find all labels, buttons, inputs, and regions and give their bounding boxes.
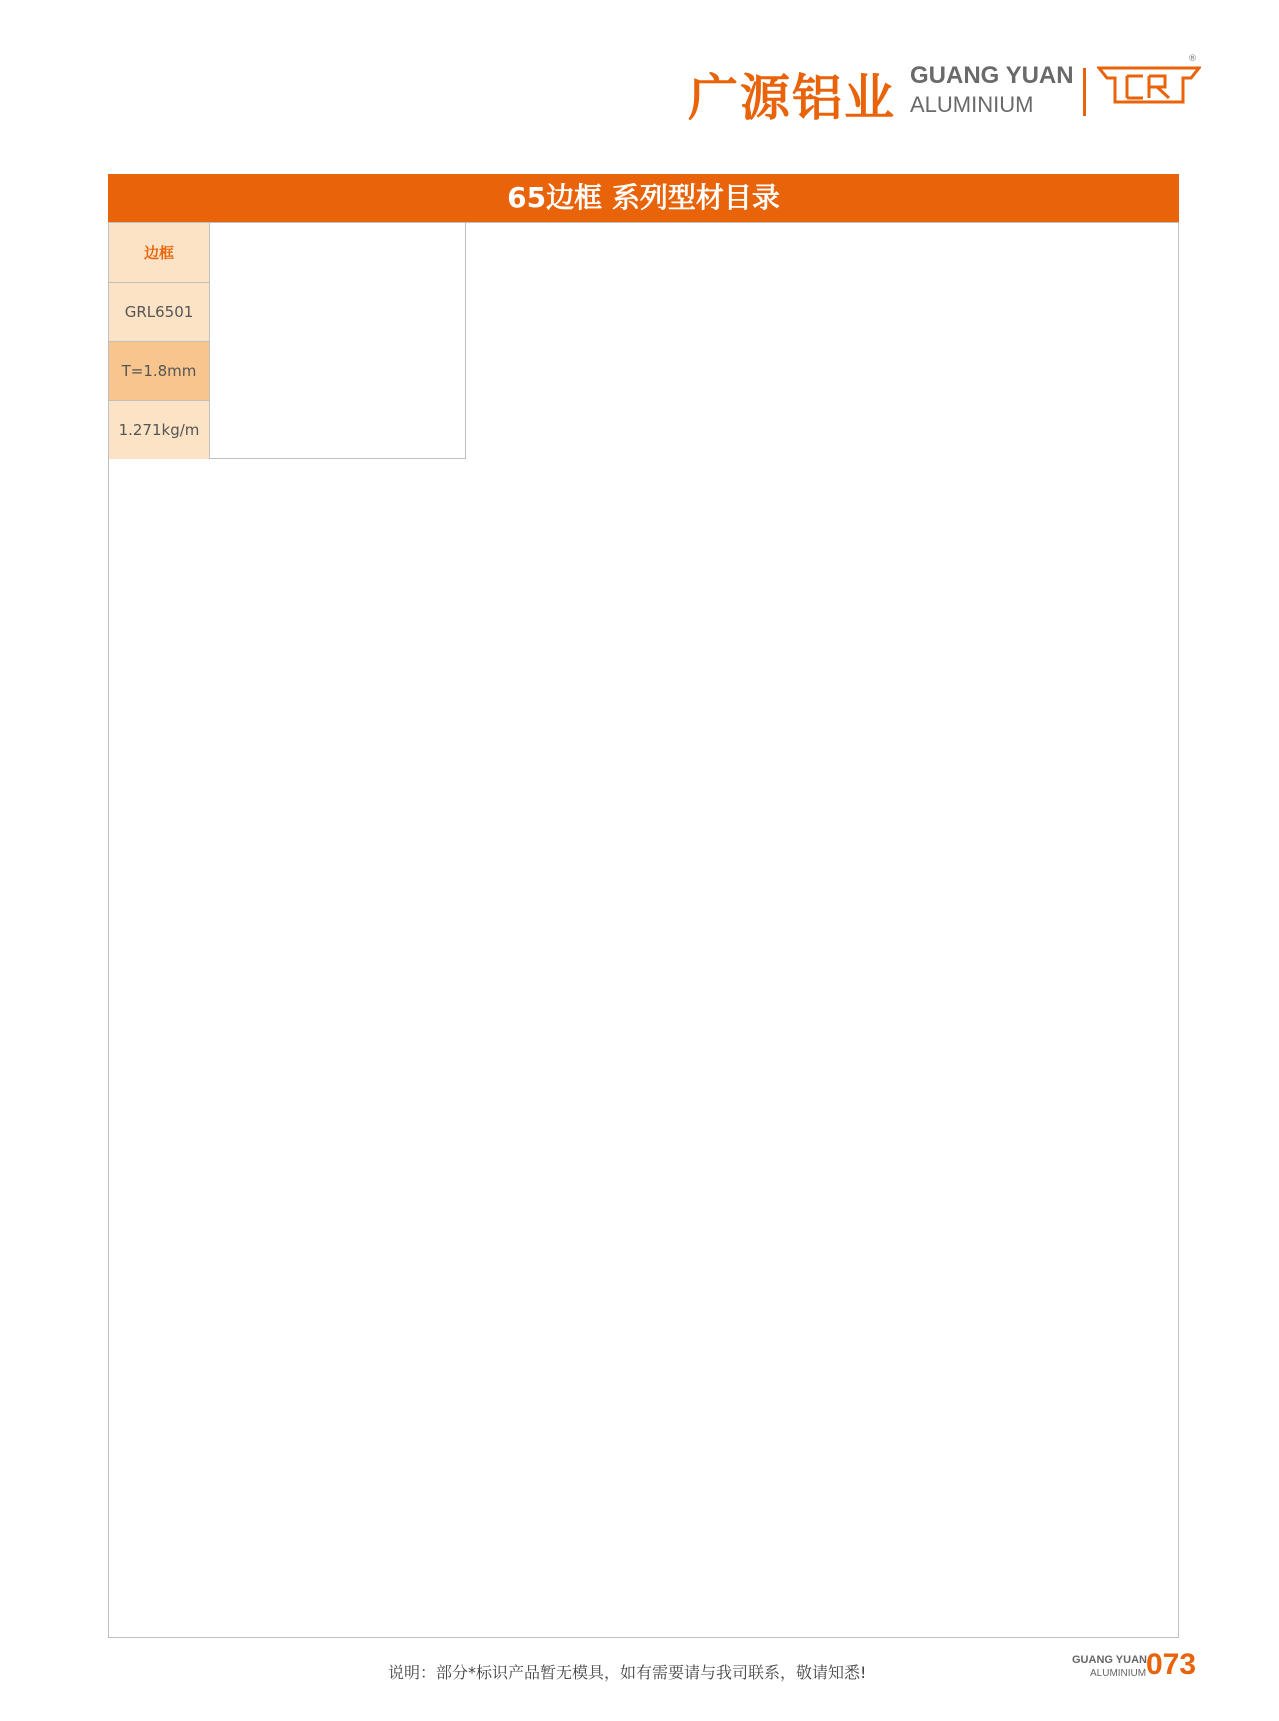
- footer-note: 说明：部分*标识产品暂无模具，如有需要请与我司联系，敬请知悉!: [388, 1663, 867, 1682]
- brand-english-line2: ALUMINIUM: [910, 92, 1034, 117]
- product-thickness-label: T=1.8mm: [109, 341, 209, 400]
- product-weight-label: 1.271kg/m: [109, 400, 209, 459]
- product-name-label: 边框: [109, 223, 209, 282]
- row-divider: [109, 400, 209, 401]
- brand-chinese-name: 广源铝业: [688, 69, 896, 127]
- footer-brand-line1: GUANG YUAN: [1072, 1654, 1147, 1666]
- footer-brand-line2: ALUMINIUM: [1090, 1668, 1147, 1679]
- product-code-label: GRL6501: [109, 282, 209, 341]
- row-divider: [109, 282, 209, 283]
- registered-mark: ®: [1188, 54, 1197, 64]
- page-header: [0, 0, 1279, 150]
- row-divider: [109, 341, 209, 342]
- catalog-title: 65边框 系列型材目录: [108, 174, 1179, 222]
- brand-separator: [1083, 68, 1086, 116]
- gcr-logo-icon: [1097, 62, 1201, 110]
- page-number: 073: [1146, 1648, 1197, 1681]
- profile-diagram: [210, 223, 466, 459]
- product-cell: [109, 223, 466, 459]
- catalog-grid: [108, 222, 1179, 1638]
- brand-english-line1: GUANG YUAN: [910, 62, 1074, 89]
